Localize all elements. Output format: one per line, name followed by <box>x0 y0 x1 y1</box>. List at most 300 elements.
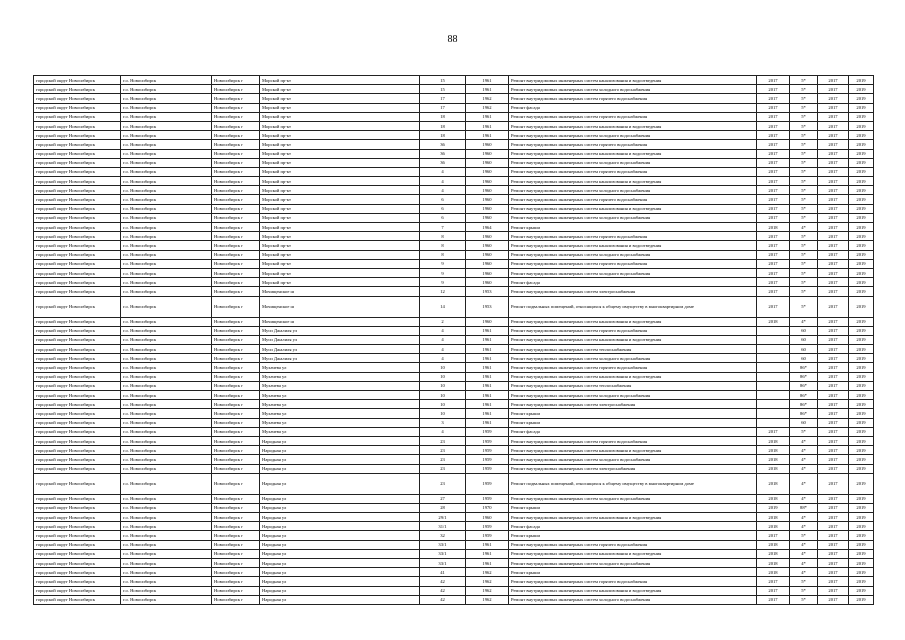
cell-period-end: 2019 <box>849 540 874 549</box>
cell-build-year: 1960 <box>466 158 509 167</box>
table-row <box>34 94 874 103</box>
cell-house-number: 10 <box>420 372 466 381</box>
cell-settlement: Новосибирск г <box>212 568 260 577</box>
cell-city-district: г.о. Новосибирск <box>121 577 212 586</box>
cell-period-end: 2019 <box>849 287 874 296</box>
cell-work-type: Ремонт внутридомовых инженерных систем горячего водоснабжения <box>509 195 757 204</box>
cell-city-district: г.о. Новосибирск <box>121 121 212 130</box>
cell-build-year: 1959 <box>466 464 509 473</box>
cell-build-year: 1960 <box>466 140 509 149</box>
cell-price-mark: 60 <box>790 335 818 344</box>
cell-plan-year: 2018 <box>757 494 790 503</box>
cell-plan-year: 2017 <box>757 131 790 140</box>
table-row <box>34 559 874 568</box>
cell-price-mark: 86* <box>790 372 818 381</box>
cell-plan-year: 2017 <box>757 268 790 277</box>
cell-city-district: г.о. Новосибирск <box>121 595 212 604</box>
cell-plan-year: 2018 <box>757 436 790 445</box>
cell-city-district: г.о. Новосибирск <box>121 549 212 558</box>
cell-work-type: Ремонт внутридомовых инженерных систем электроснабжения <box>509 287 757 296</box>
cell-city-district: г.о. Новосибирск <box>121 268 212 277</box>
cell-house-number: 10 <box>420 381 466 390</box>
cell-settlement: Новосибирск г <box>212 363 260 372</box>
cell-period-start: 2017 <box>818 223 849 232</box>
cell-work-type: Ремонт внутридомовых инженерных систем холодного водоснабжения <box>509 268 757 277</box>
cell-plan-year: 2017 <box>757 94 790 103</box>
cell-street: Морской пр-кт <box>260 195 420 204</box>
cell-city-district: г.о. Новосибирск <box>121 418 212 427</box>
table-row <box>34 103 874 112</box>
cell-settlement: Новосибирск г <box>212 577 260 586</box>
cell-city-district: г.о. Новосибирск <box>121 278 212 287</box>
cell-price-mark: 4* <box>790 317 818 326</box>
cell-period-end: 2019 <box>849 167 874 176</box>
cell-price-mark: 4* <box>790 522 818 531</box>
page-number: 88 <box>447 34 458 45</box>
cell-settlement: Новосибирск г <box>212 345 260 354</box>
cell-build-year: 1961 <box>466 391 509 400</box>
cell-period-end: 2019 <box>849 213 874 222</box>
cell-work-type: Ремонт фасада <box>509 103 757 112</box>
cell-municipal-district: городской округ Новосибирск <box>34 232 121 241</box>
cell-price-mark: 5* <box>790 287 818 296</box>
cell-municipal-district: городской округ Новосибирск <box>34 326 121 335</box>
cell-plan-year: 2017 <box>757 103 790 112</box>
table-row <box>34 455 874 464</box>
cell-period-end: 2019 <box>849 149 874 158</box>
cell-settlement: Новосибирск г <box>212 232 260 241</box>
cell-build-year: 1953 <box>466 287 509 296</box>
cell-street: Морской пр-кт <box>260 158 420 167</box>
cell-plan-year: 2017 <box>757 121 790 130</box>
data-table <box>33 75 874 605</box>
cell-period-start: 2017 <box>818 287 849 296</box>
cell-street: Народная ул <box>260 464 420 473</box>
cell-period-start: 2017 <box>818 195 849 204</box>
cell-house-number: 4 <box>420 186 466 195</box>
cell-municipal-district: городской округ Новосибирск <box>34 522 121 531</box>
cell-street: Народная ул <box>260 549 420 558</box>
cell-build-year: 1961 <box>466 85 509 94</box>
cell-plan-year <box>757 345 790 354</box>
cell-price-mark: 86* <box>790 381 818 390</box>
cell-price-mark: 5* <box>790 112 818 121</box>
table-row <box>34 140 874 149</box>
cell-city-district: г.о. Новосибирск <box>121 167 212 176</box>
cell-price-mark: 5* <box>790 94 818 103</box>
cell-price-mark: 5* <box>790 577 818 586</box>
cell-period-start: 2017 <box>818 335 849 344</box>
cell-period-start: 2017 <box>818 540 849 549</box>
cell-period-end: 2019 <box>849 549 874 558</box>
cell-price-mark: 5* <box>790 232 818 241</box>
cell-municipal-district: городской округ Новосибирск <box>34 436 121 445</box>
cell-period-end: 2019 <box>849 391 874 400</box>
cell-house-number: 9 <box>420 259 466 268</box>
cell-period-start: 2017 <box>818 549 849 558</box>
cell-period-start: 2017 <box>818 531 849 540</box>
cell-municipal-district: городской округ Новосибирск <box>34 531 121 540</box>
cell-city-district: г.о. Новосибирск <box>121 177 212 186</box>
cell-house-number: 10 <box>420 400 466 409</box>
cell-build-year: 1959 <box>466 455 509 464</box>
cell-work-type: Ремонт внутридомовых инженерных систем холодного водоснабжения <box>509 559 757 568</box>
cell-plan-year: 2018 <box>757 549 790 558</box>
cell-build-year: 1959 <box>466 522 509 531</box>
cell-city-district: г.о. Новосибирск <box>121 446 212 455</box>
table-row <box>34 586 874 595</box>
cell-plan-year: 2017 <box>757 158 790 167</box>
cell-municipal-district: городской округ Новосибирск <box>34 103 121 112</box>
cell-build-year: 1961 <box>466 121 509 130</box>
cell-period-end: 2019 <box>849 418 874 427</box>
cell-municipal-district: городской округ Новосибирск <box>34 400 121 409</box>
cell-city-district: г.о. Новосибирск <box>121 131 212 140</box>
table-row <box>34 540 874 549</box>
cell-period-end: 2019 <box>849 363 874 372</box>
cell-street: Морской пр-кт <box>260 223 420 232</box>
cell-city-district: г.о. Новосибирск <box>121 250 212 259</box>
cell-work-type: Ремонт внутридомовых инженерных систем электроснабжения <box>509 400 757 409</box>
cell-plan-year: 2017 <box>757 287 790 296</box>
cell-period-start: 2017 <box>818 85 849 94</box>
cell-build-year: 1959 <box>466 436 509 445</box>
cell-work-type: Ремонт крыши <box>509 503 757 512</box>
cell-build-year: 1961 <box>466 363 509 372</box>
cell-period-end: 2019 <box>849 223 874 232</box>
cell-work-type: Ремонт внутридомовых инженерных систем горячего водоснабжения <box>509 436 757 445</box>
cell-period-start: 2017 <box>818 586 849 595</box>
cell-price-mark: 5* <box>790 296 818 317</box>
cell-price-mark: 5* <box>790 278 818 287</box>
cell-price-mark: 5* <box>790 121 818 130</box>
cell-municipal-district: городской округ Новосибирск <box>34 513 121 522</box>
cell-period-start: 2017 <box>818 455 849 464</box>
cell-house-number: 18 <box>420 131 466 140</box>
cell-build-year: 1961 <box>466 335 509 344</box>
cell-build-year: 1960 <box>466 241 509 250</box>
cell-city-district: г.о. Новосибирск <box>121 473 212 494</box>
table-row <box>34 549 874 558</box>
cell-plan-year: 2018 <box>757 559 790 568</box>
cell-period-end: 2019 <box>849 112 874 121</box>
table-body <box>34 76 874 605</box>
cell-work-type: Ремонт внутридомовых инженерных систем канализования и водоотведения <box>509 177 757 186</box>
cell-work-type: Ремонт внутридомовых инженерных систем холодного водоснабжения <box>509 455 757 464</box>
cell-settlement: Новосибирск г <box>212 131 260 140</box>
table-row <box>34 149 874 158</box>
cell-price-mark: 5* <box>790 149 818 158</box>
cell-street: Народная ул <box>260 494 420 503</box>
cell-settlement: Новосибирск г <box>212 112 260 121</box>
cell-city-district: г.о. Новосибирск <box>121 186 212 195</box>
cell-street: Мухачева ул <box>260 372 420 381</box>
cell-house-number: 6 <box>420 204 466 213</box>
cell-street: Народная ул <box>260 559 420 568</box>
cell-price-mark: 88* <box>790 503 818 512</box>
cell-street: Мухачева ул <box>260 427 420 436</box>
cell-build-year: 1962 <box>466 595 509 604</box>
cell-period-end: 2019 <box>849 409 874 418</box>
cell-settlement: Новосибирск г <box>212 531 260 540</box>
cell-municipal-district: городской округ Новосибирск <box>34 372 121 381</box>
cell-period-end: 2019 <box>849 494 874 503</box>
cell-street: Народная ул <box>260 503 420 512</box>
cell-city-district: г.о. Новосибирск <box>121 335 212 344</box>
cell-street: Морской пр-кт <box>260 149 420 158</box>
cell-work-type: Ремонт внутридомовых инженерных систем канализования и водоотведения <box>509 241 757 250</box>
cell-municipal-district: городской округ Новосибирск <box>34 121 121 130</box>
cell-price-mark: 5* <box>790 586 818 595</box>
cell-house-number: 33/1 <box>420 559 466 568</box>
cell-work-type: Ремонт внутридомовых инженерных систем теплоснабжения <box>509 381 757 390</box>
cell-work-type: Ремонт внутридомовых инженерных систем холодного водоснабжения <box>509 354 757 363</box>
table-row <box>34 186 874 195</box>
cell-municipal-district: городской округ Новосибирск <box>34 112 121 121</box>
cell-period-end: 2019 <box>849 158 874 167</box>
cell-house-number: 4 <box>420 326 466 335</box>
cell-municipal-district: городской округ Новосибирск <box>34 335 121 344</box>
cell-street: Морской пр-кт <box>260 186 420 195</box>
cell-street: Морской пр-кт <box>260 177 420 186</box>
cell-municipal-district: городской округ Новосибирск <box>34 464 121 473</box>
cell-city-district: г.о. Новосибирск <box>121 503 212 512</box>
cell-plan-year: 2017 <box>757 531 790 540</box>
cell-house-number: 9 <box>420 278 466 287</box>
cell-work-type: Ремонт внутридомовых инженерных систем канализования и водоотведения <box>509 76 757 85</box>
cell-city-district: г.о. Новосибирск <box>121 540 212 549</box>
cell-plan-year: 2018 <box>757 455 790 464</box>
cell-period-start: 2017 <box>818 354 849 363</box>
cell-price-mark: 5* <box>790 158 818 167</box>
cell-price-mark: 5* <box>790 427 818 436</box>
cell-price-mark: 4* <box>790 540 818 549</box>
cell-period-start: 2017 <box>818 577 849 586</box>
cell-work-type: Ремонт внутридомовых инженерных систем канализования и водоотведения <box>509 121 757 130</box>
cell-build-year: 1961 <box>466 549 509 558</box>
cell-plan-year <box>757 363 790 372</box>
cell-city-district: г.о. Новосибирск <box>121 195 212 204</box>
cell-period-end: 2019 <box>849 577 874 586</box>
cell-period-end: 2019 <box>849 186 874 195</box>
cell-period-start: 2017 <box>818 400 849 409</box>
table-row <box>34 121 874 130</box>
table-row <box>34 195 874 204</box>
cell-build-year: 1961 <box>466 326 509 335</box>
cell-street: Мухачева ул <box>260 363 420 372</box>
cell-period-end: 2019 <box>849 232 874 241</box>
cell-city-district: г.о. Новосибирск <box>121 391 212 400</box>
cell-city-district: г.о. Новосибирск <box>121 494 212 503</box>
cell-street: Народная ул <box>260 513 420 522</box>
table-row <box>34 363 874 372</box>
cell-settlement: Новосибирск г <box>212 522 260 531</box>
cell-city-district: г.о. Новосибирск <box>121 140 212 149</box>
cell-house-number: 7 <box>420 223 466 232</box>
cell-street: Народная ул <box>260 586 420 595</box>
cell-work-type: Ремонт внутридомовых инженерных систем холодного водоснабжения <box>509 494 757 503</box>
cell-settlement: Новосибирск г <box>212 586 260 595</box>
cell-settlement: Новосибирск г <box>212 549 260 558</box>
cell-street: Народная ул <box>260 446 420 455</box>
cell-plan-year: 2017 <box>757 296 790 317</box>
cell-settlement: Новосибирск г <box>212 540 260 549</box>
cell-period-end: 2019 <box>849 131 874 140</box>
cell-period-end: 2019 <box>849 259 874 268</box>
cell-build-year: 1960 <box>466 250 509 259</box>
cell-period-start: 2017 <box>818 522 849 531</box>
cell-period-start: 2017 <box>818 167 849 176</box>
cell-city-district: г.о. Новосибирск <box>121 296 212 317</box>
table-row <box>34 372 874 381</box>
cell-municipal-district: городской округ Новосибирск <box>34 85 121 94</box>
cell-house-number: 6 <box>420 213 466 222</box>
cell-house-number: 42 <box>420 586 466 595</box>
cell-settlement: Новосибирск г <box>212 559 260 568</box>
cell-house-number: 12 <box>420 287 466 296</box>
cell-work-type: Ремонт внутридомовых инженерных систем горячего водоснабжения <box>509 326 757 335</box>
cell-house-number: 15 <box>420 76 466 85</box>
cell-house-number: 41 <box>420 568 466 577</box>
table-row <box>34 177 874 186</box>
cell-municipal-district: городской округ Новосибирск <box>34 94 121 103</box>
table-row <box>34 167 874 176</box>
cell-plan-year: 2019 <box>757 503 790 512</box>
cell-period-end: 2019 <box>849 595 874 604</box>
cell-city-district: г.о. Новосибирск <box>121 223 212 232</box>
cell-work-type: Ремонт фасада <box>509 427 757 436</box>
cell-period-end: 2019 <box>849 568 874 577</box>
cell-price-mark: 4* <box>790 559 818 568</box>
table-row <box>34 250 874 259</box>
cell-work-type: Ремонт внутридомовых инженерных систем канализования и водоотведения <box>509 317 757 326</box>
cell-house-number: 9 <box>420 268 466 277</box>
cell-period-end: 2019 <box>849 455 874 464</box>
cell-plan-year: 2017 <box>757 241 790 250</box>
cell-work-type: Ремонт внутридомовых инженерных систем канализования и водоотведения <box>509 513 757 522</box>
cell-city-district: г.о. Новосибирск <box>121 317 212 326</box>
cell-period-start: 2017 <box>818 213 849 222</box>
cell-street: Морской пр-кт <box>260 131 420 140</box>
cell-price-mark: 5* <box>790 259 818 268</box>
cell-work-type: Ремонт фасада <box>509 522 757 531</box>
cell-street: Мухачева ул <box>260 409 420 418</box>
table-row <box>34 568 874 577</box>
cell-house-number: 4 <box>420 427 466 436</box>
cell-price-mark: 5* <box>790 204 818 213</box>
cell-city-district: г.о. Новосибирск <box>121 232 212 241</box>
cell-municipal-district: городской округ Новосибирск <box>34 595 121 604</box>
cell-municipal-district: городской округ Новосибирск <box>34 259 121 268</box>
cell-settlement: Новосибирск г <box>212 409 260 418</box>
cell-city-district: г.о. Новосибирск <box>121 409 212 418</box>
cell-price-mark: 5* <box>790 195 818 204</box>
cell-plan-year <box>757 335 790 344</box>
cell-municipal-district: городской округ Новосибирск <box>34 241 121 250</box>
cell-house-number: 4 <box>420 354 466 363</box>
cell-period-start: 2017 <box>818 372 849 381</box>
cell-municipal-district: городской округ Новосибирск <box>34 391 121 400</box>
cell-settlement: Новосибирск г <box>212 268 260 277</box>
cell-price-mark: 60 <box>790 354 818 363</box>
cell-period-start: 2017 <box>818 140 849 149</box>
cell-plan-year: 2018 <box>757 513 790 522</box>
cell-municipal-district: городской округ Новосибирск <box>34 177 121 186</box>
cell-house-number: 18 <box>420 112 466 121</box>
cell-municipal-district: городской округ Новосибирск <box>34 586 121 595</box>
cell-settlement: Новосибирск г <box>212 391 260 400</box>
cell-settlement: Новосибирск г <box>212 400 260 409</box>
cell-work-type: Ремонт внутридомовых инженерных систем холодного водоснабжения <box>509 391 757 400</box>
table-row <box>34 513 874 522</box>
cell-period-start: 2017 <box>818 559 849 568</box>
cell-price-mark: 4* <box>790 446 818 455</box>
cell-plan-year: 2017 <box>757 112 790 121</box>
cell-plan-year <box>757 326 790 335</box>
cell-build-year: 1962 <box>466 568 509 577</box>
table-row <box>34 213 874 222</box>
cell-municipal-district: городской округ Новосибирск <box>34 494 121 503</box>
cell-plan-year <box>757 418 790 427</box>
cell-period-start: 2017 <box>818 186 849 195</box>
cell-period-end: 2019 <box>849 531 874 540</box>
cell-work-type: Ремонт внутридомовых инженерных систем канализования и водоотведения <box>509 446 757 455</box>
cell-settlement: Новосибирск г <box>212 94 260 103</box>
cell-period-end: 2019 <box>849 522 874 531</box>
cell-period-end: 2019 <box>849 503 874 512</box>
cell-work-type: Ремонт крыши <box>509 418 757 427</box>
cell-work-type: Ремонт внутридомовых инженерных систем горячего водоснабжения <box>509 259 757 268</box>
cell-period-start: 2017 <box>818 345 849 354</box>
cell-period-end: 2019 <box>849 241 874 250</box>
cell-build-year: 1959 <box>466 427 509 436</box>
cell-plan-year: 2018 <box>757 223 790 232</box>
table-row <box>34 158 874 167</box>
cell-city-district: г.о. Новосибирск <box>121 85 212 94</box>
cell-street: Мухачева ул <box>260 391 420 400</box>
cell-period-start: 2017 <box>818 381 849 390</box>
cell-plan-year: 2017 <box>757 213 790 222</box>
cell-build-year: 1960 <box>466 278 509 287</box>
cell-street: Мухачева ул <box>260 381 420 390</box>
cell-house-number: 10 <box>420 391 466 400</box>
cell-house-number: 36 <box>420 140 466 149</box>
cell-period-end: 2019 <box>849 140 874 149</box>
cell-work-type: Ремонт внутридомовых инженерных систем холодного водоснабжения <box>509 186 757 195</box>
cell-street: Морской пр-кт <box>260 268 420 277</box>
cell-period-start: 2017 <box>818 268 849 277</box>
cell-street: Морской пр-кт <box>260 259 420 268</box>
cell-period-end: 2019 <box>849 103 874 112</box>
cell-build-year: 1961 <box>466 112 509 121</box>
table-row <box>34 131 874 140</box>
table-row <box>34 317 874 326</box>
table-row <box>34 335 874 344</box>
cell-price-mark: 86* <box>790 409 818 418</box>
cell-build-year: 1960 <box>466 232 509 241</box>
table-row <box>34 259 874 268</box>
cell-house-number: 6 <box>420 195 466 204</box>
cell-period-end: 2019 <box>849 204 874 213</box>
table-row <box>34 278 874 287</box>
cell-work-type: Ремонт внутридомовых инженерных систем горячего водоснабжения <box>509 232 757 241</box>
cell-plan-year <box>757 400 790 409</box>
cell-plan-year: 2017 <box>757 140 790 149</box>
cell-period-start: 2017 <box>818 409 849 418</box>
cell-street: Народная ул <box>260 455 420 464</box>
cell-city-district: г.о. Новосибирск <box>121 568 212 577</box>
cell-work-type: Ремонт внутридомовых инженерных систем горячего водоснабжения <box>509 577 757 586</box>
